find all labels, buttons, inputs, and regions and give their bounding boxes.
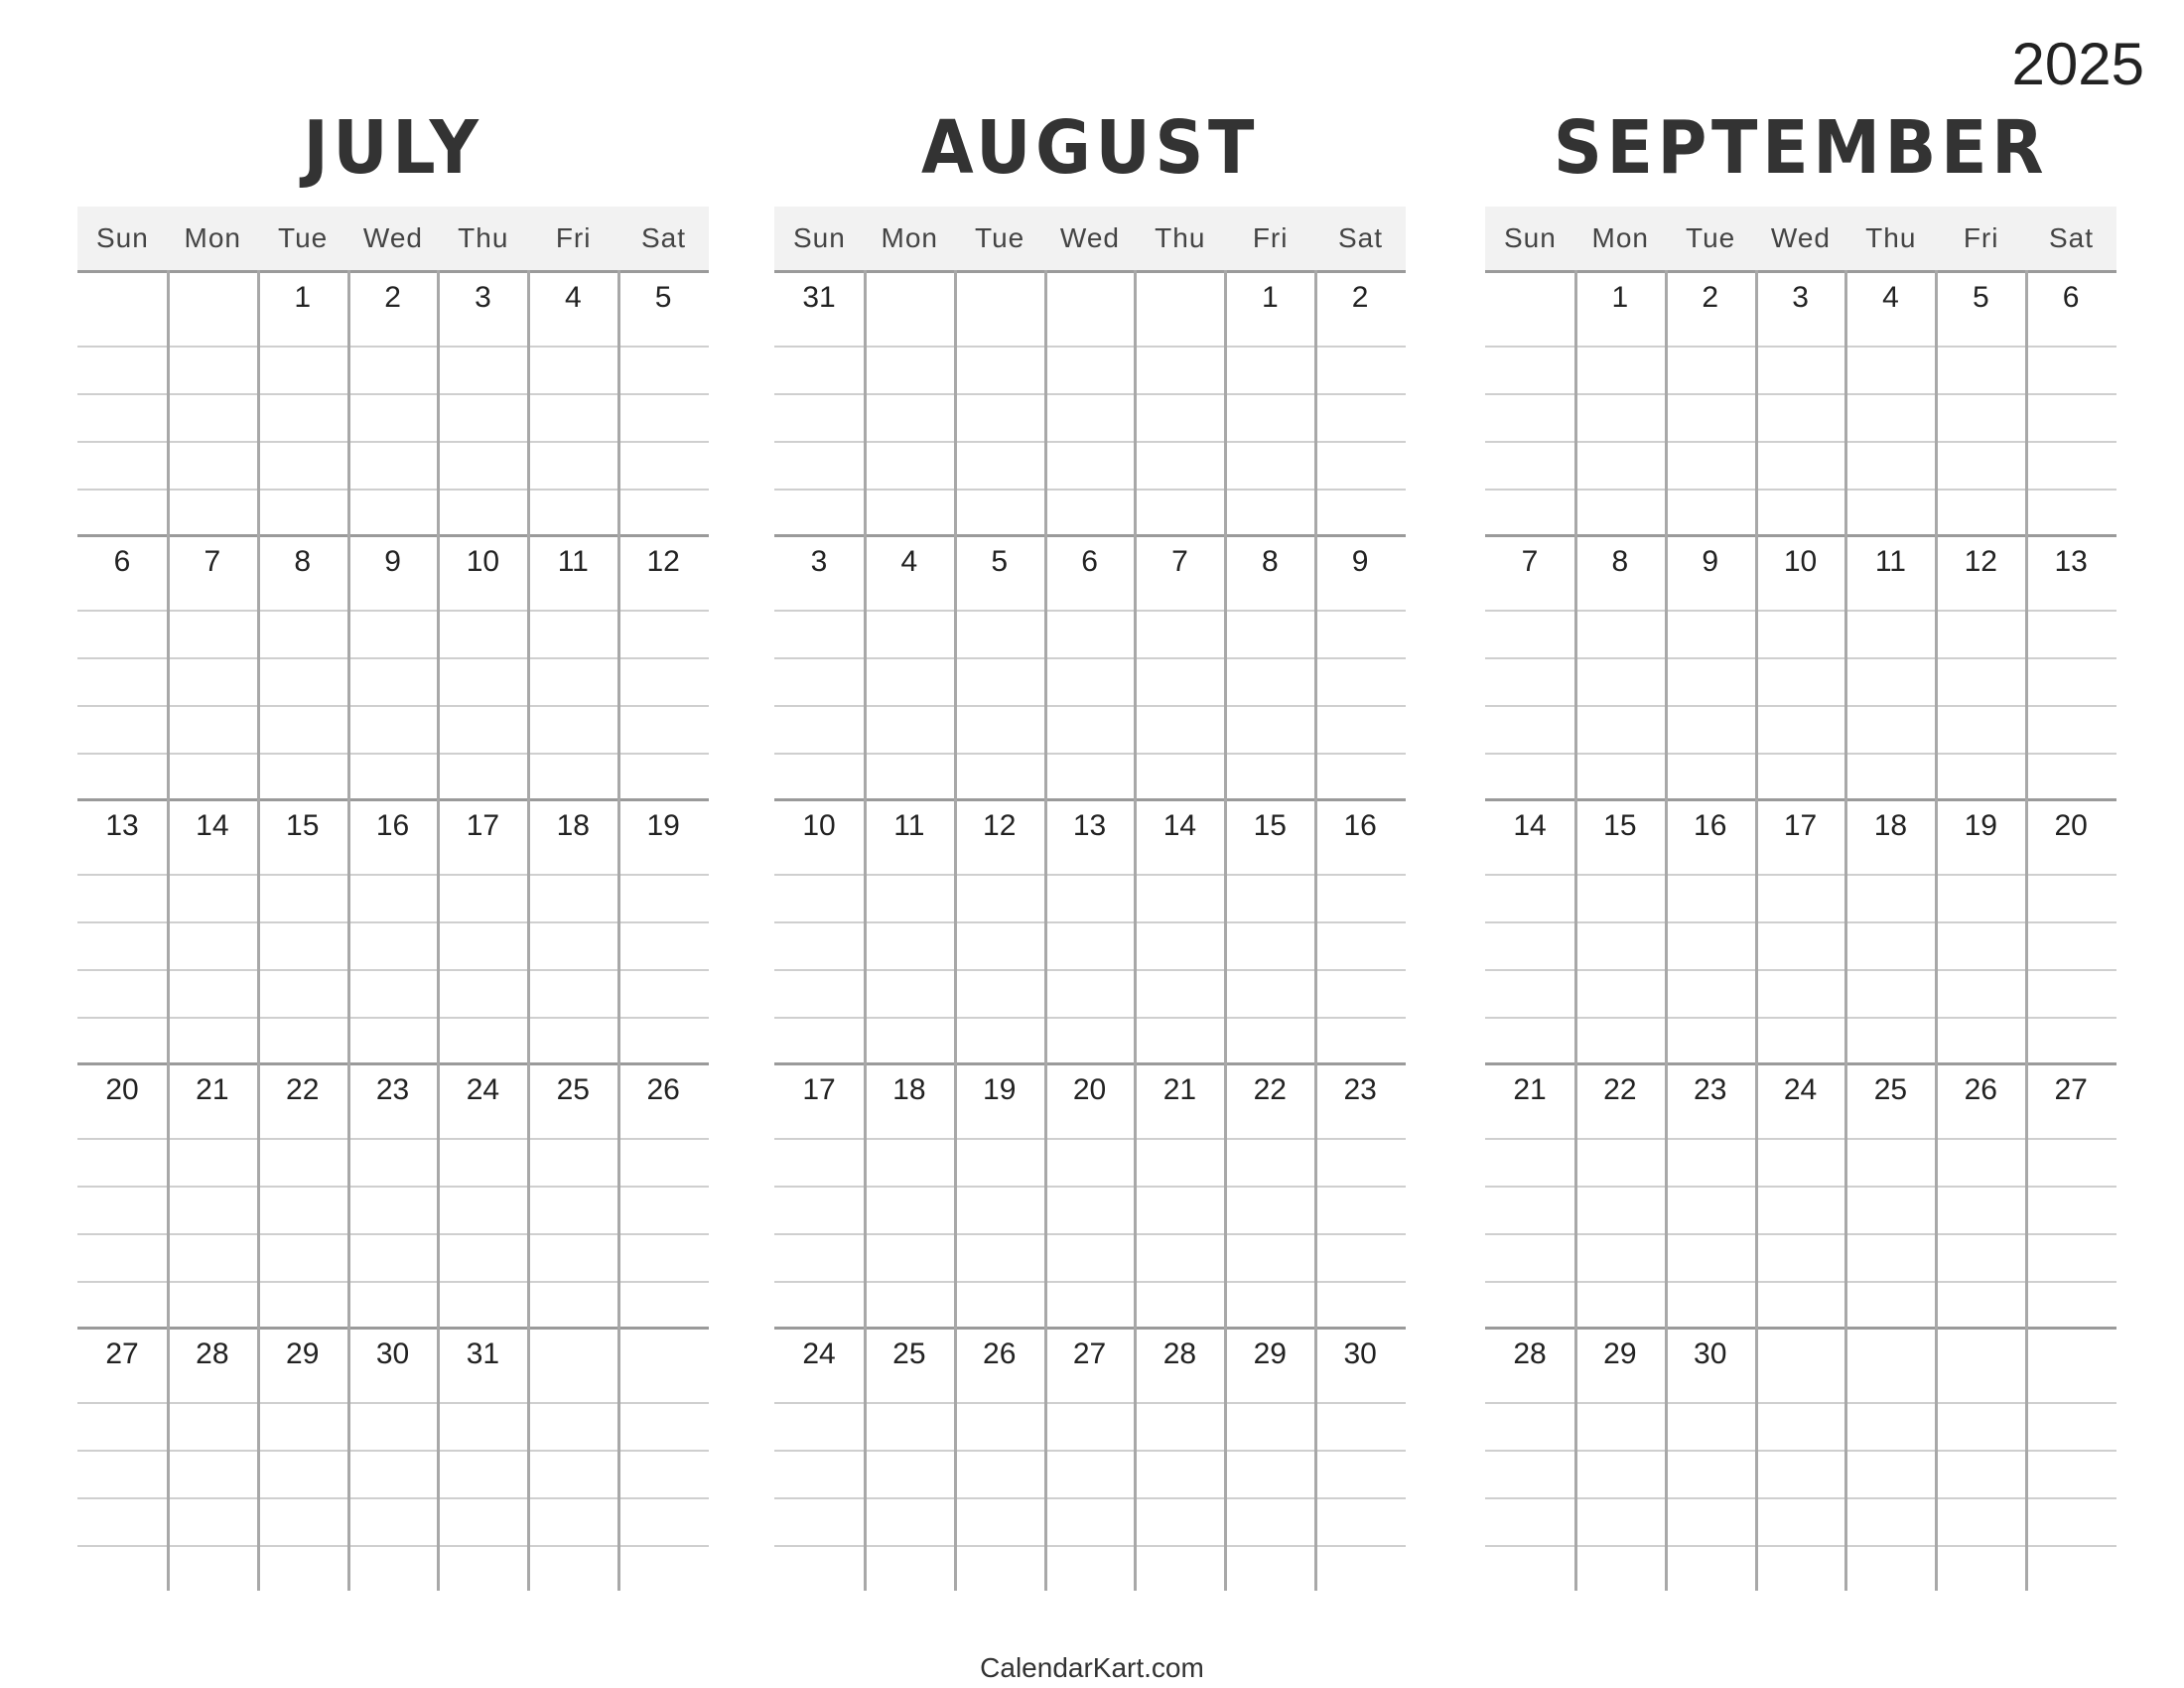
writing-line xyxy=(77,489,709,491)
month-grid xyxy=(77,270,709,1589)
writing-line xyxy=(77,346,709,348)
day-6[interactable]: 6 xyxy=(2062,281,2080,314)
day-22[interactable]: 22 xyxy=(1603,1073,1637,1106)
writing-line xyxy=(77,393,709,395)
day-10[interactable]: 10 xyxy=(802,809,836,842)
week-row xyxy=(1485,534,2116,798)
week-row xyxy=(1485,1327,2116,1591)
week-row xyxy=(77,1327,709,1591)
writing-line xyxy=(77,1281,709,1283)
day-24[interactable]: 24 xyxy=(802,1337,836,1370)
writing-line xyxy=(774,921,1406,923)
writing-line xyxy=(774,1281,1406,1283)
day-25[interactable]: 25 xyxy=(556,1073,590,1106)
day-15[interactable]: 15 xyxy=(1253,809,1287,842)
day-1[interactable]: 1 xyxy=(1611,281,1629,314)
writing-line xyxy=(77,1402,709,1404)
day-8[interactable]: 8 xyxy=(1261,545,1279,578)
column-divider xyxy=(1574,270,1577,1591)
day-28[interactable]: 28 xyxy=(196,1337,229,1370)
day-23[interactable]: 23 xyxy=(1343,1073,1377,1106)
year-label: 2025 xyxy=(2011,31,2144,97)
column-divider xyxy=(347,270,350,1591)
day-7[interactable]: 7 xyxy=(1521,545,1539,578)
column-divider xyxy=(1844,270,1847,1591)
weekday-label-mon: Mon xyxy=(184,222,241,253)
column-divider xyxy=(1044,270,1047,1591)
day-13[interactable]: 13 xyxy=(2054,545,2088,578)
day-19[interactable]: 19 xyxy=(983,1073,1017,1106)
writing-line xyxy=(77,1138,709,1140)
month-title: AUGUST xyxy=(920,105,1260,191)
month-july xyxy=(77,94,709,1370)
day-2[interactable]: 2 xyxy=(1351,281,1369,314)
week-row xyxy=(1485,270,2116,534)
writing-line xyxy=(1485,393,2116,395)
writing-line xyxy=(1485,1186,2116,1188)
column-divider xyxy=(1665,270,1668,1591)
day-8[interactable]: 8 xyxy=(294,545,312,578)
weekday-label-sat: Sat xyxy=(640,222,686,253)
column-divider xyxy=(617,270,620,1591)
writing-line xyxy=(1485,705,2116,707)
week-row xyxy=(77,798,709,1062)
day-9[interactable]: 9 xyxy=(384,545,401,578)
column-divider xyxy=(1314,270,1317,1591)
day-29[interactable]: 29 xyxy=(286,1337,320,1370)
day-29[interactable]: 29 xyxy=(1603,1337,1637,1370)
writing-line xyxy=(774,1545,1406,1547)
writing-line xyxy=(77,874,709,876)
writing-line xyxy=(774,969,1406,971)
writing-line xyxy=(1485,1545,2116,1547)
day-25[interactable]: 25 xyxy=(1873,1073,1908,1106)
weekday-header xyxy=(1485,207,2116,270)
day-23[interactable]: 23 xyxy=(375,1073,410,1106)
footer-site-link[interactable]: CalendarKart.com xyxy=(980,1652,1204,1683)
week-row xyxy=(774,534,1406,798)
day-19[interactable]: 19 xyxy=(646,809,680,842)
weekday-label-wed: Wed xyxy=(362,222,423,253)
weekday-label-wed: Wed xyxy=(1770,222,1831,253)
day-18[interactable]: 18 xyxy=(556,809,590,842)
week-row xyxy=(77,1062,709,1327)
weekday-label-thu: Thu xyxy=(458,222,509,253)
writing-line xyxy=(1485,489,2116,491)
day-14[interactable]: 14 xyxy=(1513,809,1547,842)
day-20[interactable]: 20 xyxy=(105,1073,139,1106)
day-7[interactable]: 7 xyxy=(1171,545,1188,578)
column-divider xyxy=(437,270,440,1591)
weekday-label-thu: Thu xyxy=(1865,222,1917,253)
writing-line xyxy=(1485,969,2116,971)
weekday-label-thu: Thu xyxy=(1155,222,1206,253)
writing-line xyxy=(77,1450,709,1452)
day-22[interactable]: 22 xyxy=(286,1073,320,1106)
day-3[interactable]: 3 xyxy=(810,545,828,578)
day-29[interactable]: 29 xyxy=(1253,1337,1287,1370)
month-title: JULY xyxy=(303,105,483,191)
writing-line xyxy=(774,610,1406,612)
writing-line xyxy=(1485,1281,2116,1283)
writing-line xyxy=(77,1497,709,1499)
day-12[interactable]: 12 xyxy=(983,809,1017,842)
weekday-label-sun: Sun xyxy=(793,222,846,253)
column-divider xyxy=(954,270,957,1591)
day-12[interactable]: 12 xyxy=(1964,545,1997,578)
day-11[interactable]: 11 xyxy=(557,545,589,578)
day-3[interactable]: 3 xyxy=(1792,281,1809,314)
weekday-label-sun: Sun xyxy=(96,222,149,253)
day-26[interactable]: 26 xyxy=(983,1337,1017,1370)
writing-line xyxy=(77,969,709,971)
weekday-header xyxy=(77,207,709,270)
month-september xyxy=(1485,94,2116,1370)
writing-line xyxy=(1485,1138,2116,1140)
day-22[interactable]: 22 xyxy=(1253,1073,1287,1106)
writing-line xyxy=(77,921,709,923)
day-3[interactable]: 3 xyxy=(475,281,491,314)
day-30[interactable]: 30 xyxy=(1694,1337,1727,1370)
day-1[interactable]: 1 xyxy=(294,281,312,314)
day-10[interactable]: 10 xyxy=(466,545,500,578)
day-15[interactable]: 15 xyxy=(1603,809,1637,842)
writing-line xyxy=(77,1233,709,1235)
column-divider xyxy=(1935,270,1938,1591)
weekday-label-sat: Sat xyxy=(1337,222,1383,253)
day-8[interactable]: 8 xyxy=(1611,545,1629,578)
week-row xyxy=(774,1062,1406,1327)
writing-line xyxy=(774,1017,1406,1019)
day-27[interactable]: 27 xyxy=(1072,1337,1107,1370)
weekday-label-fri: Fri xyxy=(555,222,592,253)
writing-line xyxy=(1485,1450,2116,1452)
writing-line xyxy=(774,393,1406,395)
day-27[interactable]: 27 xyxy=(105,1337,139,1370)
day-30[interactable]: 30 xyxy=(1343,1337,1377,1370)
weekday-label-tue: Tue xyxy=(975,222,1025,253)
day-17[interactable]: 17 xyxy=(1783,809,1818,842)
day-15[interactable]: 15 xyxy=(286,809,320,842)
writing-line xyxy=(1485,610,2116,612)
writing-line xyxy=(77,1545,709,1547)
day-18[interactable]: 18 xyxy=(892,1073,926,1106)
day-5[interactable]: 5 xyxy=(654,281,672,314)
day-26[interactable]: 26 xyxy=(646,1073,680,1106)
column-divider xyxy=(2025,270,2028,1591)
day-30[interactable]: 30 xyxy=(375,1337,410,1370)
day-6[interactable]: 6 xyxy=(1081,545,1098,578)
writing-line xyxy=(77,657,709,659)
weekday-label-tue: Tue xyxy=(278,222,329,253)
weekday-label-fri: Fri xyxy=(1963,222,1999,253)
writing-line xyxy=(1485,753,2116,755)
weekday-label-tue: Tue xyxy=(1686,222,1736,253)
day-28[interactable]: 28 xyxy=(1513,1337,1547,1370)
day-24[interactable]: 24 xyxy=(1783,1073,1818,1106)
week-row xyxy=(774,270,1406,534)
writing-line xyxy=(774,1186,1406,1188)
day-24[interactable]: 24 xyxy=(466,1073,500,1106)
day-5[interactable]: 5 xyxy=(1972,281,1989,314)
day-14[interactable]: 14 xyxy=(1162,809,1197,842)
day-2[interactable]: 2 xyxy=(384,281,401,314)
writing-line xyxy=(1485,441,2116,443)
day-6[interactable]: 6 xyxy=(113,545,131,578)
day-20[interactable]: 20 xyxy=(2054,809,2088,842)
day-21[interactable]: 21 xyxy=(196,1073,229,1106)
weekday-label-sat: Sat xyxy=(2048,222,2094,253)
writing-line xyxy=(774,753,1406,755)
day-18[interactable]: 18 xyxy=(1873,809,1908,842)
column-divider xyxy=(257,270,260,1591)
week-row xyxy=(774,798,1406,1062)
writing-line xyxy=(1485,346,2116,348)
day-28[interactable]: 28 xyxy=(1162,1337,1197,1370)
writing-line xyxy=(1485,874,2116,876)
week-row xyxy=(1485,798,2116,1062)
column-divider xyxy=(1224,270,1227,1591)
writing-line xyxy=(1485,921,2116,923)
writing-line xyxy=(77,1186,709,1188)
writing-line xyxy=(1485,657,2116,659)
day-16[interactable]: 16 xyxy=(1343,809,1377,842)
day-20[interactable]: 20 xyxy=(1072,1073,1107,1106)
writing-line xyxy=(774,1138,1406,1140)
day-5[interactable]: 5 xyxy=(991,545,1009,578)
day-4[interactable]: 4 xyxy=(900,545,918,578)
writing-line xyxy=(1485,1017,2116,1019)
day-13[interactable]: 13 xyxy=(105,809,139,842)
weekday-label-sun: Sun xyxy=(1504,222,1557,253)
column-divider xyxy=(1134,270,1137,1591)
day-12[interactable]: 12 xyxy=(646,545,680,578)
day-4[interactable]: 4 xyxy=(1882,281,1899,314)
writing-line xyxy=(774,874,1406,876)
weekday-label-fri: Fri xyxy=(1252,222,1289,253)
day-19[interactable]: 19 xyxy=(1964,809,1997,842)
column-divider xyxy=(864,270,867,1591)
day-17[interactable]: 17 xyxy=(802,1073,836,1106)
day-17[interactable]: 17 xyxy=(466,809,500,842)
day-14[interactable]: 14 xyxy=(196,809,229,842)
column-divider xyxy=(167,270,170,1591)
writing-line xyxy=(77,610,709,612)
day-7[interactable]: 7 xyxy=(204,545,221,578)
writing-line xyxy=(1485,1402,2116,1404)
day-23[interactable]: 23 xyxy=(1694,1073,1727,1106)
day-2[interactable]: 2 xyxy=(1702,281,1719,314)
day-21[interactable]: 21 xyxy=(1162,1073,1197,1106)
writing-line xyxy=(774,346,1406,348)
day-26[interactable]: 26 xyxy=(1964,1073,1997,1106)
day-16[interactable]: 16 xyxy=(375,809,410,842)
month-august xyxy=(774,94,1406,1370)
writing-line xyxy=(1485,1497,2116,1499)
writing-line xyxy=(774,657,1406,659)
writing-line xyxy=(77,705,709,707)
day-31[interactable]: 31 xyxy=(802,281,836,314)
column-divider xyxy=(527,270,530,1591)
day-10[interactable]: 10 xyxy=(1783,545,1818,578)
day-11[interactable]: 11 xyxy=(893,809,925,842)
day-16[interactable]: 16 xyxy=(1694,809,1727,842)
writing-line xyxy=(774,1402,1406,1404)
writing-line xyxy=(77,441,709,443)
month-grid xyxy=(1485,270,2116,1589)
day-1[interactable]: 1 xyxy=(1261,281,1279,314)
week-row xyxy=(1485,1062,2116,1327)
writing-line xyxy=(774,705,1406,707)
writing-line xyxy=(774,489,1406,491)
day-9[interactable]: 9 xyxy=(1351,545,1369,578)
weekday-label-wed: Wed xyxy=(1059,222,1120,253)
day-4[interactable]: 4 xyxy=(564,281,582,314)
day-11[interactable]: 11 xyxy=(1874,545,1906,578)
day-21[interactable]: 21 xyxy=(1513,1073,1547,1106)
column-divider xyxy=(1755,270,1758,1591)
day-9[interactable]: 9 xyxy=(1702,545,1719,578)
week-row xyxy=(77,534,709,798)
writing-line xyxy=(1485,1233,2116,1235)
writing-line xyxy=(77,1017,709,1019)
week-row xyxy=(774,1327,1406,1591)
day-25[interactable]: 25 xyxy=(892,1337,926,1370)
weekday-label-mon: Mon xyxy=(1591,222,1649,253)
writing-line xyxy=(77,753,709,755)
writing-line xyxy=(774,441,1406,443)
weekday-header xyxy=(774,207,1406,270)
day-27[interactable]: 27 xyxy=(2054,1073,2088,1106)
writing-line xyxy=(774,1233,1406,1235)
writing-line xyxy=(774,1450,1406,1452)
month-grid xyxy=(774,270,1406,1589)
day-13[interactable]: 13 xyxy=(1072,809,1107,842)
writing-line xyxy=(774,1497,1406,1499)
week-row xyxy=(77,270,709,534)
day-31[interactable]: 31 xyxy=(466,1337,500,1370)
month-title: SEPTEMBER xyxy=(1553,105,2049,191)
weekday-label-mon: Mon xyxy=(881,222,938,253)
